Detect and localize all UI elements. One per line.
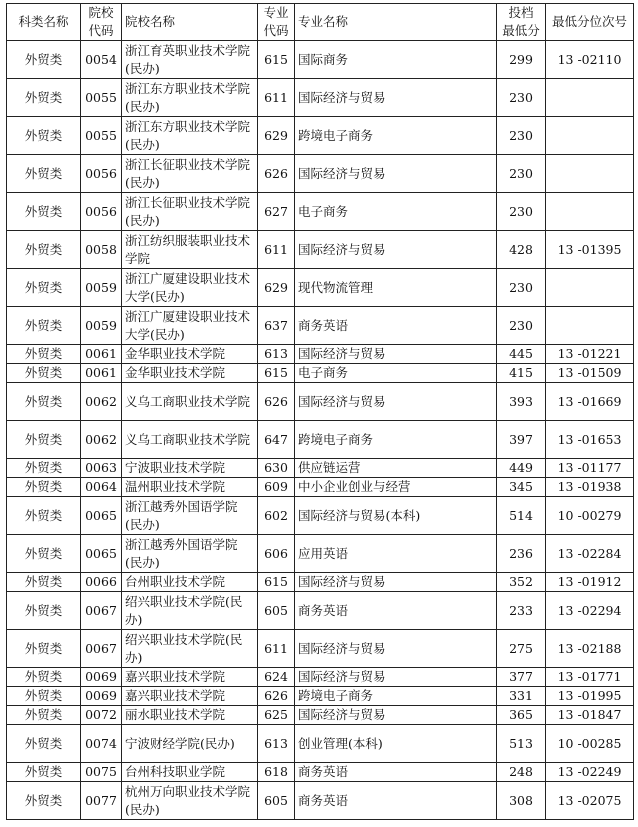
- cell-major-name: 创业管理(本科): [295, 725, 497, 763]
- table-row: [7, 706, 634, 725]
- cell-major-code: 629: [258, 269, 295, 307]
- cell-school-name: 浙江广厦建设职业技术大学(民办): [122, 307, 258, 345]
- cell-school-code: 0063: [81, 459, 122, 478]
- cell-school-name: 浙江纺织服装职业技术学院: [122, 231, 258, 269]
- cell-min-score: 308: [497, 782, 546, 820]
- cell-min-rank: 13 -02294: [546, 592, 634, 630]
- cell-major-name: 国际经济与贸易: [295, 573, 497, 592]
- cell-major-code: 627: [258, 193, 295, 231]
- cell-min-score: 230: [497, 269, 546, 307]
- cell-min-score: 397: [497, 421, 546, 459]
- cell-school-name: 丽水职业技术学院: [122, 706, 258, 725]
- cell-major-code: 613: [258, 345, 295, 364]
- cell-school-name: 宁波职业技术学院: [122, 459, 258, 478]
- cell-major-name: 应用英语: [295, 535, 497, 573]
- cell-major-name: 国际经济与贸易: [295, 383, 497, 421]
- cell-min-rank: 13 -01938: [546, 478, 634, 497]
- table-row: [7, 478, 634, 497]
- cell-school-code: 0059: [81, 307, 122, 345]
- cell-min-rank: [546, 117, 634, 155]
- header-min-score: 投档 最低分: [497, 4, 546, 41]
- cell-category: 外贸类: [7, 630, 81, 668]
- cell-major-name: 国际经济与贸易: [295, 668, 497, 687]
- cell-major-code: 615: [258, 573, 295, 592]
- cell-category: 外贸类: [7, 706, 81, 725]
- table-header-row: [7, 4, 634, 41]
- cell-major-code: 647: [258, 421, 295, 459]
- cell-major-name: 电子商务: [295, 364, 497, 383]
- cell-major-name: 中小企业创业与经营: [295, 478, 497, 497]
- cell-min-score: 449: [497, 459, 546, 478]
- cell-school-code: 0069: [81, 687, 122, 706]
- cell-min-rank: [546, 193, 634, 231]
- cell-major-code: 624: [258, 668, 295, 687]
- cell-major-code: 609: [258, 478, 295, 497]
- cell-school-code: 0077: [81, 782, 122, 820]
- table-row: [7, 117, 634, 155]
- table-row: [7, 668, 634, 687]
- cell-major-name: 国际经济与贸易(本科): [295, 497, 497, 535]
- cell-school-name: 浙江越秀外国语学院(民办): [122, 497, 258, 535]
- cell-major-code: 625: [258, 706, 295, 725]
- cell-school-name: 浙江广厦建设职业技术大学(民办): [122, 269, 258, 307]
- cell-min-score: 233: [497, 592, 546, 630]
- cell-category: 外贸类: [7, 155, 81, 193]
- cell-category: 外贸类: [7, 782, 81, 820]
- cell-school-code: 0061: [81, 364, 122, 383]
- cell-school-name: 浙江育英职业技术学院(民办): [122, 41, 258, 79]
- cell-school-code: 0064: [81, 478, 122, 497]
- cell-major-name: 电子商务: [295, 193, 497, 231]
- table-row: [7, 269, 634, 307]
- cell-school-code: 0069: [81, 668, 122, 687]
- cell-major-name: 商务英语: [295, 763, 497, 782]
- cell-school-name: 浙江长征职业技术学院(民办): [122, 193, 258, 231]
- cell-school-name: 台州科技职业学院: [122, 763, 258, 782]
- cell-school-code: 0065: [81, 535, 122, 573]
- cell-min-rank: 13 -01847: [546, 706, 634, 725]
- cell-major-name: 跨境电子商务: [295, 421, 497, 459]
- cell-category: 外贸类: [7, 497, 81, 535]
- cell-school-name: 嘉兴职业技术学院: [122, 687, 258, 706]
- cell-min-rank: [546, 155, 634, 193]
- table-row: [7, 155, 634, 193]
- cell-min-rank: [546, 79, 634, 117]
- cell-school-name: 浙江长征职业技术学院(民办): [122, 155, 258, 193]
- cell-major-name: 商务英语: [295, 307, 497, 345]
- cell-school-name: 嘉兴职业技术学院: [122, 668, 258, 687]
- cell-major-code: 618: [258, 763, 295, 782]
- cell-major-code: 626: [258, 155, 295, 193]
- cell-category: 外贸类: [7, 345, 81, 364]
- cell-school-name: 义乌工商职业技术学院: [122, 383, 258, 421]
- table-row: [7, 592, 634, 630]
- table-row: [7, 231, 634, 269]
- cell-school-name: 温州职业技术学院: [122, 478, 258, 497]
- cell-school-code: 0074: [81, 725, 122, 763]
- cell-category: 外贸类: [7, 573, 81, 592]
- cell-min-score: 377: [497, 668, 546, 687]
- cell-category: 外贸类: [7, 231, 81, 269]
- cell-school-code: 0072: [81, 706, 122, 725]
- cell-school-name: 义乌工商职业技术学院: [122, 421, 258, 459]
- cell-school-name: 绍兴职业技术学院(民办): [122, 630, 258, 668]
- cell-category: 外贸类: [7, 307, 81, 345]
- cell-major-code: 611: [258, 231, 295, 269]
- cell-min-rank: [546, 269, 634, 307]
- cell-major-name: 国际经济与贸易: [295, 231, 497, 269]
- cell-school-name: 宁波财经学院(民办): [122, 725, 258, 763]
- header-major-name: 专业名称: [295, 4, 497, 41]
- header-major-code: 专业 代码: [258, 4, 295, 41]
- cell-min-rank: 13 -01177: [546, 459, 634, 478]
- cell-school-name: 浙江越秀外国语学院(民办): [122, 535, 258, 573]
- cell-school-name: 杭州万向职业技术学院(民办): [122, 782, 258, 820]
- cell-min-rank: 13 -01653: [546, 421, 634, 459]
- cell-min-score: 352: [497, 573, 546, 592]
- cell-school-code: 0056: [81, 155, 122, 193]
- cell-min-score: 230: [497, 307, 546, 345]
- cell-min-score: 230: [497, 117, 546, 155]
- cell-school-code: 0066: [81, 573, 122, 592]
- cell-major-name: 跨境电子商务: [295, 687, 497, 706]
- cell-major-name: 商务英语: [295, 592, 497, 630]
- cell-min-rank: 13 -01669: [546, 383, 634, 421]
- cell-major-code: 615: [258, 41, 295, 79]
- cell-category: 外贸类: [7, 668, 81, 687]
- cell-category: 外贸类: [7, 459, 81, 478]
- cell-major-name: 国际经济与贸易: [295, 79, 497, 117]
- cell-category: 外贸类: [7, 763, 81, 782]
- cell-min-score: 275: [497, 630, 546, 668]
- table-row: [7, 307, 634, 345]
- cell-school-code: 0061: [81, 345, 122, 364]
- cell-school-code: 0067: [81, 630, 122, 668]
- cell-category: 外贸类: [7, 687, 81, 706]
- cell-min-score: 445: [497, 345, 546, 364]
- cell-school-code: 0058: [81, 231, 122, 269]
- header-school-name: 院校名称: [122, 4, 258, 41]
- table-row: [7, 687, 634, 706]
- cell-major-code: 613: [258, 725, 295, 763]
- cell-school-code: 0075: [81, 763, 122, 782]
- table-body: [7, 41, 634, 820]
- cell-major-code: 606: [258, 535, 295, 573]
- cell-min-score: 248: [497, 763, 546, 782]
- table-row: [7, 193, 634, 231]
- cell-min-score: 230: [497, 155, 546, 193]
- cell-min-score: 415: [497, 364, 546, 383]
- cell-category: 外贸类: [7, 269, 81, 307]
- table-row: [7, 79, 634, 117]
- cell-min-score: 230: [497, 193, 546, 231]
- cell-min-rank: 10 -00279: [546, 497, 634, 535]
- cell-min-rank: 13 -02110: [546, 41, 634, 79]
- cell-category: 外贸类: [7, 364, 81, 383]
- cell-min-rank: 13 -01995: [546, 687, 634, 706]
- cell-major-code: 629: [258, 117, 295, 155]
- cell-min-rank: 13 -02075: [546, 782, 634, 820]
- table-row: [7, 725, 634, 763]
- cell-min-score: 236: [497, 535, 546, 573]
- cell-school-code: 0062: [81, 383, 122, 421]
- cell-school-name: 台州职业技术学院: [122, 573, 258, 592]
- cell-school-name: 浙江东方职业技术学院(民办): [122, 79, 258, 117]
- cell-min-score: 365: [497, 706, 546, 725]
- cell-school-name: 金华职业技术学院: [122, 364, 258, 383]
- cell-category: 外贸类: [7, 117, 81, 155]
- table-row: [7, 364, 634, 383]
- header-school-code: 院校 代码: [81, 4, 122, 41]
- cell-category: 外贸类: [7, 478, 81, 497]
- header-category: 科类名称: [7, 4, 81, 41]
- cell-min-rank: 13 -01221: [546, 345, 634, 364]
- table-row: [7, 782, 634, 820]
- cell-min-score: 428: [497, 231, 546, 269]
- cell-min-rank: 13 -02188: [546, 630, 634, 668]
- table-row: [7, 535, 634, 573]
- cell-category: 外贸类: [7, 383, 81, 421]
- cell-min-score: 514: [497, 497, 546, 535]
- table-row: [7, 630, 634, 668]
- cell-major-code: 611: [258, 630, 295, 668]
- table-row: [7, 763, 634, 782]
- cell-major-code: 630: [258, 459, 295, 478]
- cell-major-name: 跨境电子商务: [295, 117, 497, 155]
- cell-min-rank: [546, 307, 634, 345]
- header-min-rank: 最低分位次号: [546, 4, 634, 41]
- cell-school-code: 0065: [81, 497, 122, 535]
- cell-major-name: 现代物流管理: [295, 269, 497, 307]
- cell-major-code: 637: [258, 307, 295, 345]
- cell-major-name: 国际经济与贸易: [295, 345, 497, 364]
- cell-min-rank: 10 -00285: [546, 725, 634, 763]
- cell-school-code: 0054: [81, 41, 122, 79]
- cell-major-name: 国际经济与贸易: [295, 155, 497, 193]
- cell-school-name: 绍兴职业技术学院(民办): [122, 592, 258, 630]
- cell-major-code: 611: [258, 79, 295, 117]
- cell-school-name: 金华职业技术学院: [122, 345, 258, 364]
- cell-min-score: 299: [497, 41, 546, 79]
- cell-min-rank: 13 -02284: [546, 535, 634, 573]
- cell-min-score: 345: [497, 478, 546, 497]
- cell-min-score: 230: [497, 79, 546, 117]
- cell-school-code: 0055: [81, 117, 122, 155]
- cell-school-code: 0056: [81, 193, 122, 231]
- cell-school-code: 0062: [81, 421, 122, 459]
- cell-min-score: 513: [497, 725, 546, 763]
- cell-major-code: 626: [258, 687, 295, 706]
- cell-school-name: 浙江东方职业技术学院(民办): [122, 117, 258, 155]
- cell-major-code: 626: [258, 383, 295, 421]
- table-row: [7, 41, 634, 79]
- cell-major-name: 商务英语: [295, 782, 497, 820]
- cell-major-code: 605: [258, 782, 295, 820]
- cell-category: 外贸类: [7, 535, 81, 573]
- table-row: [7, 383, 634, 421]
- cell-min-score: 393: [497, 383, 546, 421]
- admission-score-table: [6, 3, 634, 820]
- cell-category: 外贸类: [7, 41, 81, 79]
- cell-min-rank: 13 -01912: [546, 573, 634, 592]
- cell-category: 外贸类: [7, 79, 81, 117]
- cell-major-code: 615: [258, 364, 295, 383]
- cell-major-name: 国际商务: [295, 41, 497, 79]
- cell-major-code: 605: [258, 592, 295, 630]
- cell-major-name: 国际经济与贸易: [295, 630, 497, 668]
- cell-min-rank: 13 -01509: [546, 364, 634, 383]
- cell-category: 外贸类: [7, 193, 81, 231]
- cell-major-code: 602: [258, 497, 295, 535]
- cell-major-name: 国际经济与贸易: [295, 706, 497, 725]
- cell-category: 外贸类: [7, 592, 81, 630]
- table-row: [7, 421, 634, 459]
- cell-min-rank: 13 -02249: [546, 763, 634, 782]
- cell-min-score: 331: [497, 687, 546, 706]
- cell-category: 外贸类: [7, 725, 81, 763]
- table-row: [7, 497, 634, 535]
- cell-major-name: 供应链运营: [295, 459, 497, 478]
- cell-school-code: 0067: [81, 592, 122, 630]
- cell-school-code: 0055: [81, 79, 122, 117]
- cell-category: 外贸类: [7, 421, 81, 459]
- cell-min-rank: 13 -01395: [546, 231, 634, 269]
- table-row: [7, 345, 634, 364]
- cell-min-rank: 13 -01771: [546, 668, 634, 687]
- table-row: [7, 573, 634, 592]
- cell-school-code: 0059: [81, 269, 122, 307]
- table-row: [7, 459, 634, 478]
